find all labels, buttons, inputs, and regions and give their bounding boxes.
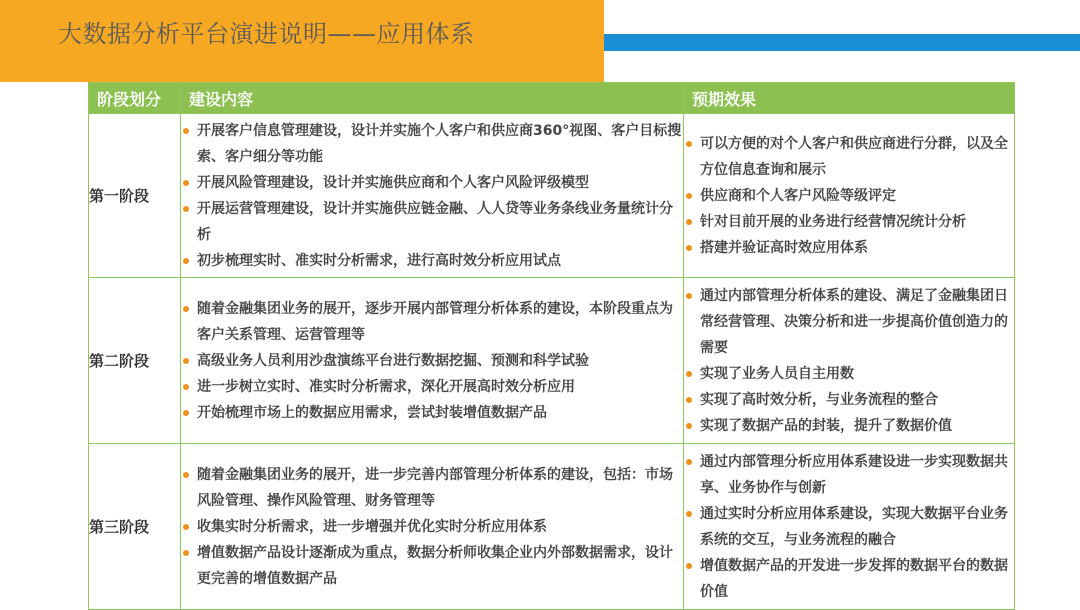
bullet-icon xyxy=(686,193,692,199)
content-cell xyxy=(181,114,684,278)
bullet-icon xyxy=(686,459,692,465)
bullet-icon xyxy=(686,397,692,403)
list-item: 开始梳理市场上的数据应用需求，尝试封装增值数据产品 xyxy=(181,400,683,426)
bullet-icon xyxy=(183,472,189,478)
table-row xyxy=(89,444,1015,610)
bullet-icon xyxy=(686,245,692,251)
list-item: 搭建并验证高时效应用体系 xyxy=(684,235,1014,261)
bullet-icon xyxy=(686,219,692,225)
list-item: 开展客户信息管理建设，设计并实施个人客户和供应商360°视图、客户目标搜索、客户细分等功能 xyxy=(181,118,683,170)
bullet-icon xyxy=(183,384,189,390)
bullet-icon xyxy=(686,293,692,299)
header-stage: 阶段划分 xyxy=(89,83,181,114)
bullet-icon xyxy=(183,180,189,186)
table-row xyxy=(89,278,1015,444)
bullet-icon xyxy=(686,371,692,377)
table-row xyxy=(89,114,1015,278)
bullet-icon xyxy=(183,306,189,312)
header-content: 建设内容 xyxy=(181,83,684,114)
table-header-row xyxy=(89,83,1015,114)
list-item: 供应商和个人客户风险等级评定 xyxy=(684,183,1014,209)
list-item: 初步梳理实时、准实时分析需求，进行高时效分析应用试点 xyxy=(181,248,683,274)
list-item: 开展风险管理建设，设计并实施供应商和个人客户风险评级模型 xyxy=(181,170,683,196)
list-item: 实现了高时效分析，与业务流程的整合 xyxy=(684,387,1014,413)
list-item: 收集实时分析需求，进一步增强并优化实时分析应用体系 xyxy=(181,514,683,540)
accent-bar xyxy=(604,34,1080,51)
list-item: 实现了业务人员自主用数 xyxy=(684,361,1014,387)
stage-label: 第三阶段 xyxy=(89,444,181,610)
bullet-icon xyxy=(183,206,189,212)
bullet-icon xyxy=(686,511,692,517)
list-item: 通过内部管理分析应用体系建设进一步实现数据共享、业务协作与创新 xyxy=(684,449,1014,501)
bullet-icon xyxy=(183,358,189,364)
title-banner xyxy=(0,0,604,82)
list-item: 随着金融集团业务的展开，进一步完善内部管理分析体系的建设，包括：市场风险管理、操作风险管理、财务管理等 xyxy=(181,462,683,514)
list-item: 进一步树立实时、准实时分析需求，深化开展高时效分析应用 xyxy=(181,374,683,400)
bullet-icon xyxy=(183,550,189,556)
content-cell xyxy=(181,278,684,444)
list-item: 高级业务人员利用沙盘演练平台进行数据挖掘、预测和科学试验 xyxy=(181,348,683,374)
list-item: 可以方便的对个人客户和供应商进行分群，以及全方位信息查询和展示 xyxy=(684,131,1014,183)
bullet-icon xyxy=(183,524,189,530)
bullet-icon xyxy=(686,423,692,429)
list-item: 增值数据产品的开发进一步发挥的数据平台的数据价值 xyxy=(684,553,1014,605)
bullet-icon xyxy=(686,563,692,569)
stage-label: 第一阶段 xyxy=(89,114,181,278)
effects-cell xyxy=(684,444,1015,610)
slide-title: 大数据分析平台演进说明——应用体系 xyxy=(58,20,475,48)
header-effects: 预期效果 xyxy=(684,83,1015,114)
list-item: 通过实时分析应用体系建设，实现大数据平台业务系统的交互，与业务流程的融合 xyxy=(684,501,1014,553)
stage-label: 第二阶段 xyxy=(89,278,181,444)
bullet-icon xyxy=(183,128,189,134)
list-item: 针对目前开展的业务进行经营情况统计分析 xyxy=(684,209,1014,235)
effects-cell xyxy=(684,114,1015,278)
bullet-icon xyxy=(686,141,692,147)
effects-cell xyxy=(684,278,1015,444)
list-item: 通过内部管理分析体系的建设、满足了金融集团日常经营管理、决策分析和进一步提高价值创造力的需要 xyxy=(684,283,1014,361)
list-item: 增值数据产品设计逐渐成为重点，数据分析师收集企业内外部数据需求，设计更完善的增值数据产品 xyxy=(181,540,683,592)
content-cell xyxy=(181,444,684,610)
list-item: 实现了数据产品的封装，提升了数据价值 xyxy=(684,413,1014,439)
list-item: 随着金融集团业务的展开，逐步开展内部管理分析体系的建设，本阶段重点为客户关系管理、运营管理等 xyxy=(181,296,683,348)
stage-table xyxy=(88,82,1015,610)
bullet-icon xyxy=(183,258,189,264)
list-item: 开展运营管理建设，设计并实施供应链金融、人人贷等业务条线业务量统计分析 xyxy=(181,196,683,248)
bullet-icon xyxy=(183,410,189,416)
